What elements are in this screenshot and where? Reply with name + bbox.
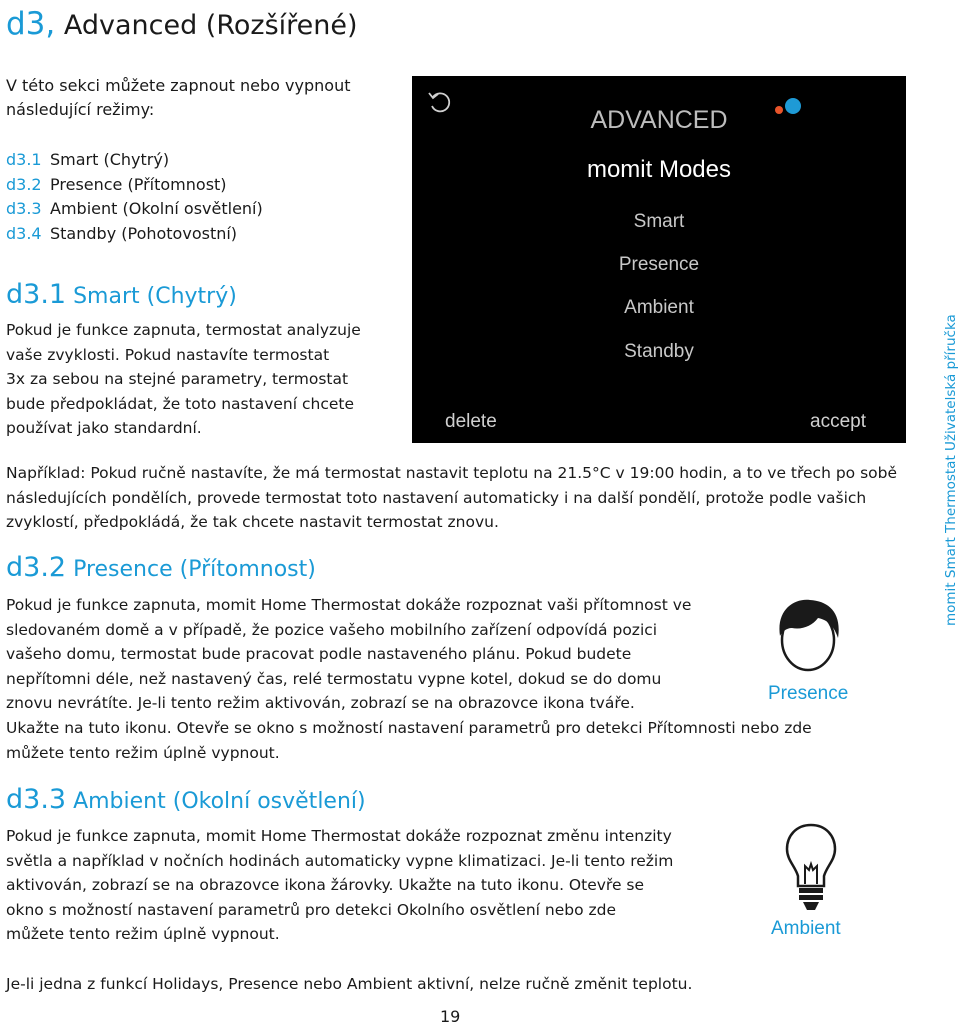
ambient-line: aktivován, zobrazí se na obrazovce ikona žárovky. Ukažte na tuto ikonu. Otevře se — [6, 876, 645, 895]
page-number: 19 — [440, 1007, 461, 1026]
list-code: d3.2 — [6, 174, 42, 194]
list-item — [6, 197, 263, 222]
presence-heading — [6, 553, 316, 585]
list-label: Smart (Chytrý) — [50, 150, 170, 169]
section-heading — [6, 6, 358, 44]
intro-text — [6, 74, 350, 122]
list-code: d3.4 — [6, 223, 42, 243]
ambient-code: d3.3 — [6, 784, 67, 815]
presence-line: Pokud je funkce zapnuta, momit Home Thermostat dokáže rozpoznat vaši přítomnost ve — [6, 596, 692, 614]
list-label: Presence (Přítomnost) — [50, 174, 227, 194]
screen-subtitle: momit Modes — [586, 156, 732, 183]
smart-line: vaše zvyklosti. Pokud nastavíte termostat — [6, 345, 330, 364]
example-line: následujících pondělích, provede termostat toto nastavení automaticky i na další pondělí, protože podle vašich — [6, 488, 867, 507]
ambient-line: světla a například v nočních hodinách automaticky vypne klimatizaci. Je-li tento režim — [6, 851, 674, 870]
screen-item-ambient[interactable]: Ambient — [624, 297, 694, 318]
screen-item-standby[interactable]: Standby — [624, 341, 694, 362]
smart-line: 3x za sebou na stejné parametry, termostat — [6, 370, 349, 389]
ambient-title: Ambient (Okolní osvětlení) — [73, 789, 366, 814]
presence-code: d3.2 — [6, 552, 67, 583]
smart-line: Pokud je funkce zapnuta, termostat analyzuje — [6, 321, 361, 339]
smart-heading — [6, 280, 237, 312]
ambient-line: Pokud je funkce zapnuta, momit Home Thermostat dokáže rozpoznat změnu intenzity — [6, 827, 672, 845]
smart-title: Smart (Chytrý) — [73, 284, 237, 309]
presence-line: znovu nevrátíte. Je-li tento režim aktivován, zobrazí se na obrazovce ikona tváře. — [6, 694, 635, 713]
intro-line: V této sekci můžete zapnout nebo vypnout — [6, 76, 351, 95]
smart-code: d3.1 — [6, 279, 67, 310]
lightbulb-icon — [783, 822, 839, 914]
presence-line: sledovaném domě a v případě, že pozice vašeho mobilního zařízení odpovídá pozici — [6, 620, 658, 639]
list-item — [6, 222, 263, 247]
smart-line: používat jako standardní. — [6, 419, 202, 438]
smart-line: bude předpokládat, že toto nastavení chcete — [6, 394, 354, 413]
presence-title: Presence (Přítomnost) — [73, 557, 316, 582]
presence-line: Ukažte na tuto ikonu. Otevře se okno s možností nastavení parametrů pro detekci Přítomnosti nebo zde — [6, 718, 812, 737]
list-item — [6, 148, 263, 173]
section-code: d3, — [6, 6, 56, 42]
screen-item-presence[interactable]: Presence — [618, 254, 700, 275]
list-item — [6, 173, 263, 198]
presence-line: můžete tento režim úplně vypnout. — [6, 743, 280, 762]
accept-button[interactable]: accept — [810, 411, 866, 432]
ambient-heading — [6, 785, 366, 817]
presence-description — [6, 593, 812, 765]
side-manual-title: momit Smart Thermostat Uživatelská příručka — [943, 314, 959, 626]
list-code: d3.1 — [6, 150, 42, 169]
intro-line: následující režimy: — [6, 100, 155, 119]
delete-button[interactable]: delete — [445, 411, 497, 432]
smart-example — [6, 461, 897, 535]
list-code: d3.3 — [6, 199, 42, 219]
example-line: zvyklostí, předpokládá, že tak chcete nastavit termostat znovu. — [6, 513, 499, 532]
list-label: Ambient (Okolní osvětlení) — [50, 199, 263, 219]
list-label: Standby (Pohotovostní) — [50, 223, 238, 243]
presence-line: nepřítomni déle, než nastavený čas, relé termostatu vypne kotel, dokud se do domu — [6, 669, 662, 688]
smart-description — [6, 318, 361, 441]
ambient-line: okno s možností nastavení parametrů pro detekci Okolního osvětlení nebo zde — [6, 900, 617, 919]
screen-item-smart[interactable]: Smart — [633, 211, 685, 232]
footer-note: Je-li jedna z funkcí Holidays, Presence nebo Ambient aktivní, nelze ručně změnit teplotu. — [6, 975, 693, 993]
example-line: Například: Pokud ručně nastavíte, že má termostat nastavit teplotu na 21.5°C v 19:00 hodin, a to ve třech po sobě — [6, 464, 898, 482]
modes-list — [6, 148, 263, 246]
screen-title: ADVANCED — [590, 106, 728, 134]
status-dot-blue — [785, 98, 801, 114]
section-title: Advanced (Rozšířené) — [63, 10, 358, 41]
ambient-icon-label: Ambient — [771, 918, 841, 939]
presence-line: vašeho domu, termostat bude pracovat podle nastaveného plánu. Pokud budete — [6, 645, 632, 664]
status-dot-orange — [775, 106, 783, 114]
thermostat-screen — [412, 76, 906, 443]
presence-icon-label: Presence — [768, 683, 849, 704]
face-icon — [772, 596, 844, 676]
ambient-line: můžete tento režim úplně vypnout. — [6, 925, 280, 944]
ambient-description — [6, 824, 673, 947]
